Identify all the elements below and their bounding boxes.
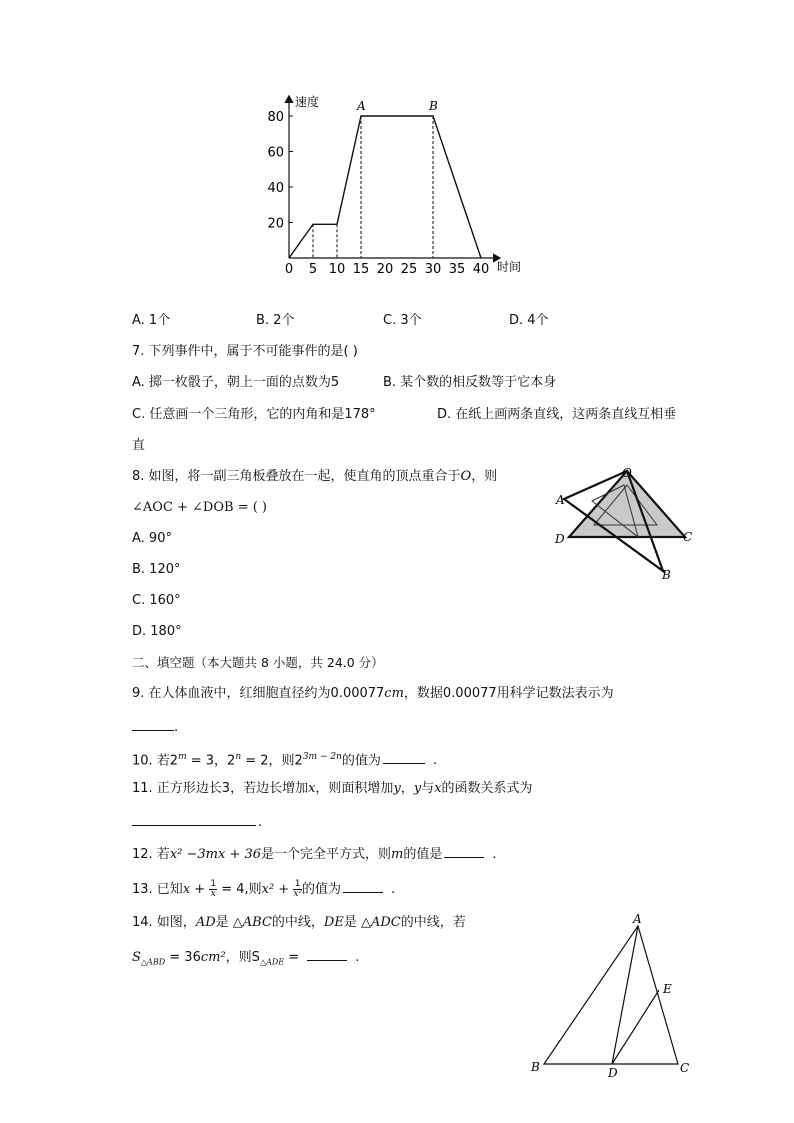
- q10-blank[interactable]: [383, 749, 425, 764]
- q11-text-2: ，则面积增加: [315, 781, 394, 796]
- q14-unit: cm²: [200, 950, 226, 965]
- label-d: D: [608, 1066, 618, 1078]
- q12-stem: [132, 843, 497, 864]
- q11-stem: [132, 780, 533, 798]
- q9-answer-line[interactable]: [132, 716, 178, 737]
- q10-sup-m: m: [178, 752, 187, 762]
- label-a: A: [556, 493, 565, 507]
- q11-answer-line[interactable]: [132, 811, 262, 832]
- q11-x2: x: [434, 781, 442, 796]
- q13-text-3: 的值为: [302, 882, 342, 897]
- q7-option-d: D. 在纸上画两条直线，这两条直线互相垂: [437, 407, 677, 422]
- x-tick-label: 0: [284, 262, 294, 277]
- q8-stem-p2: ，则: [471, 469, 498, 484]
- q11-y2: y: [413, 781, 422, 796]
- q13-x: x: [182, 882, 191, 897]
- q14-de: DE: [323, 915, 344, 930]
- q12-expr: x² −3mx + 36: [169, 847, 262, 862]
- y-tick-label: 60: [267, 145, 284, 161]
- x-tick-label: 10: [328, 262, 346, 277]
- q13-frac2-num: 1: [294, 879, 301, 889]
- y-tick-label: 80: [267, 110, 284, 125]
- q10-text-3: = 2，则2: [241, 753, 303, 769]
- q14-line2-text-4: =: [284, 950, 304, 965]
- y-tick-label: 20: [267, 216, 284, 232]
- q10-sup-n: n: [235, 752, 242, 762]
- q10-end: .: [432, 753, 438, 769]
- x-tick-label: 20: [376, 262, 394, 277]
- q8-option-c: C. 160°: [132, 593, 181, 608]
- q14-line2-text-3: ，则S: [225, 950, 260, 965]
- q9-unit: cm: [384, 686, 404, 701]
- point-label-b: B: [429, 99, 438, 113]
- q7-option-b: B. 某个数的相反数等于它本身: [383, 375, 557, 390]
- q8-stem-o: O: [460, 469, 472, 484]
- set-squares-figure: [552, 463, 702, 583]
- q13-x2: x² +: [261, 882, 294, 897]
- q8-stem-angles: ∠AOC + ∠DOB = ( ): [132, 500, 268, 515]
- x-axis-label: 时间: [497, 260, 522, 274]
- q10-text-1: 10. 若2: [132, 753, 179, 769]
- q14-adc: ADC: [370, 915, 401, 930]
- q6-option-b: B. 2个: [256, 313, 295, 328]
- q9-stem: [132, 685, 614, 703]
- q14-line2-text-2: = 36: [165, 950, 201, 965]
- q11-y: y: [393, 781, 401, 796]
- q14-end: .: [355, 950, 360, 965]
- x-tick-label: 15: [352, 262, 370, 277]
- q11-text-5: 的函数关系式为: [441, 781, 533, 796]
- q13-blank[interactable]: [343, 878, 383, 893]
- q7-option-c: C. 任意画一个三角形，它的内角和是178°: [132, 407, 376, 422]
- q13-frac1: [209, 880, 217, 899]
- q14-text-5: 的中线，若: [400, 915, 466, 930]
- q8-stem-p1: 8. 如图，将一副三角板叠放在一起，使直角的顶点重合于: [132, 469, 461, 484]
- label-b: B: [531, 1060, 540, 1074]
- q13-frac1-num: 1: [210, 879, 217, 889]
- q12-end: .: [492, 847, 497, 862]
- label-d: D: [555, 532, 565, 546]
- q14-blank[interactable]: [307, 946, 347, 961]
- q14-sub-abd: △ABD: [140, 957, 166, 967]
- x-tick-label: 35: [448, 262, 466, 277]
- q12-text-1: 12. 若: [132, 847, 170, 862]
- point-label-a: A: [357, 99, 366, 113]
- q9-end: .: [174, 720, 179, 735]
- label-o: O: [622, 466, 632, 480]
- set-square-large: [569, 471, 685, 537]
- triangle-abc-figure: [526, 910, 706, 1078]
- y-axis-label: 速度: [295, 95, 320, 109]
- label-a: A: [633, 912, 642, 926]
- q13-frac2: [293, 880, 302, 899]
- q6-option-a: A. 1个: [132, 313, 171, 328]
- q11-end: .: [258, 815, 263, 830]
- q10-text-4: 的值为: [341, 753, 381, 769]
- q13-end: .: [391, 882, 396, 897]
- q13-stem: [132, 878, 395, 899]
- q10-text-2: = 3，2: [186, 753, 236, 769]
- q11-text-1: 11. 正方形边长3，若边长增加: [132, 781, 309, 796]
- label-c: C: [683, 530, 693, 544]
- speed-series-line: [289, 116, 481, 258]
- q8-option-b: B. 120°: [132, 562, 181, 577]
- q13-text-2: = 4,则: [217, 882, 262, 897]
- q12-text-2: 是一个完全平方式，则: [261, 847, 392, 862]
- q7-stem: 7. 下列事件中，属于不可能事件的是( ): [132, 344, 358, 359]
- q14-text-3: 的中线，: [271, 915, 324, 930]
- q14-stem-line2: [132, 946, 359, 972]
- q10-sup-expr: 3m − 2n: [302, 752, 342, 762]
- q11-text-3: ，: [400, 781, 414, 796]
- speed-time-chart: [262, 88, 522, 288]
- q14-s1: S: [132, 950, 141, 965]
- q13-frac1-den: x: [210, 889, 216, 899]
- label-b: B: [662, 568, 671, 582]
- q12-text-3: 的值是: [403, 847, 443, 862]
- triangle-abc: [544, 926, 678, 1064]
- q9-text-1: 9. 在人体血液中，红细胞直径约为0.00077: [132, 686, 385, 701]
- q14-sub-ade: △ADE: [259, 957, 285, 967]
- q8-stem: [132, 468, 497, 486]
- x-tick-label: 5: [308, 262, 318, 277]
- q14-abc: ABC: [242, 915, 272, 930]
- x-tick-label: 30: [424, 262, 442, 277]
- q13-text-1: 13. 已知: [132, 882, 183, 897]
- q11-x: x: [308, 781, 316, 796]
- q12-m: m: [391, 847, 404, 862]
- q6-option-c: C. 3个: [383, 313, 422, 328]
- q7-option-d-wrap: 直: [132, 438, 146, 453]
- q8-option-d: D. 180°: [132, 624, 182, 639]
- q6-option-d: D. 4个: [509, 313, 549, 328]
- q14-ad: AD: [195, 915, 216, 930]
- q11-text-4: 与: [421, 781, 435, 796]
- q10-stem: [132, 748, 437, 770]
- q9-blank[interactable]: [132, 716, 174, 731]
- q13-plus: +: [190, 882, 210, 897]
- q14-text-4: 是 △: [343, 915, 371, 930]
- q11-blank[interactable]: [132, 811, 256, 826]
- q9-text-2: ，数据0.00077用科学记数法表示为: [403, 686, 614, 701]
- q8-option-a: A. 90°: [132, 531, 172, 546]
- x-tick-label: 40: [472, 262, 490, 277]
- q12-blank[interactable]: [444, 843, 484, 858]
- q14-stem: [132, 914, 466, 932]
- q13-frac2-den: x²: [293, 889, 303, 899]
- q14-text-2: 是 △: [215, 915, 243, 930]
- q14-text-1: 14. 如图，: [132, 915, 196, 930]
- y-tick-label: 40: [267, 181, 284, 196]
- q7-option-a: A. 掷一枚骰子，朝上一面的点数为5: [132, 375, 340, 390]
- label-c: C: [680, 1061, 690, 1075]
- label-e: E: [663, 982, 672, 996]
- section-2-heading: 二、填空题（本大题共 8 小题，共 24.0 分）: [132, 655, 384, 670]
- x-tick-label: 25: [400, 262, 418, 277]
